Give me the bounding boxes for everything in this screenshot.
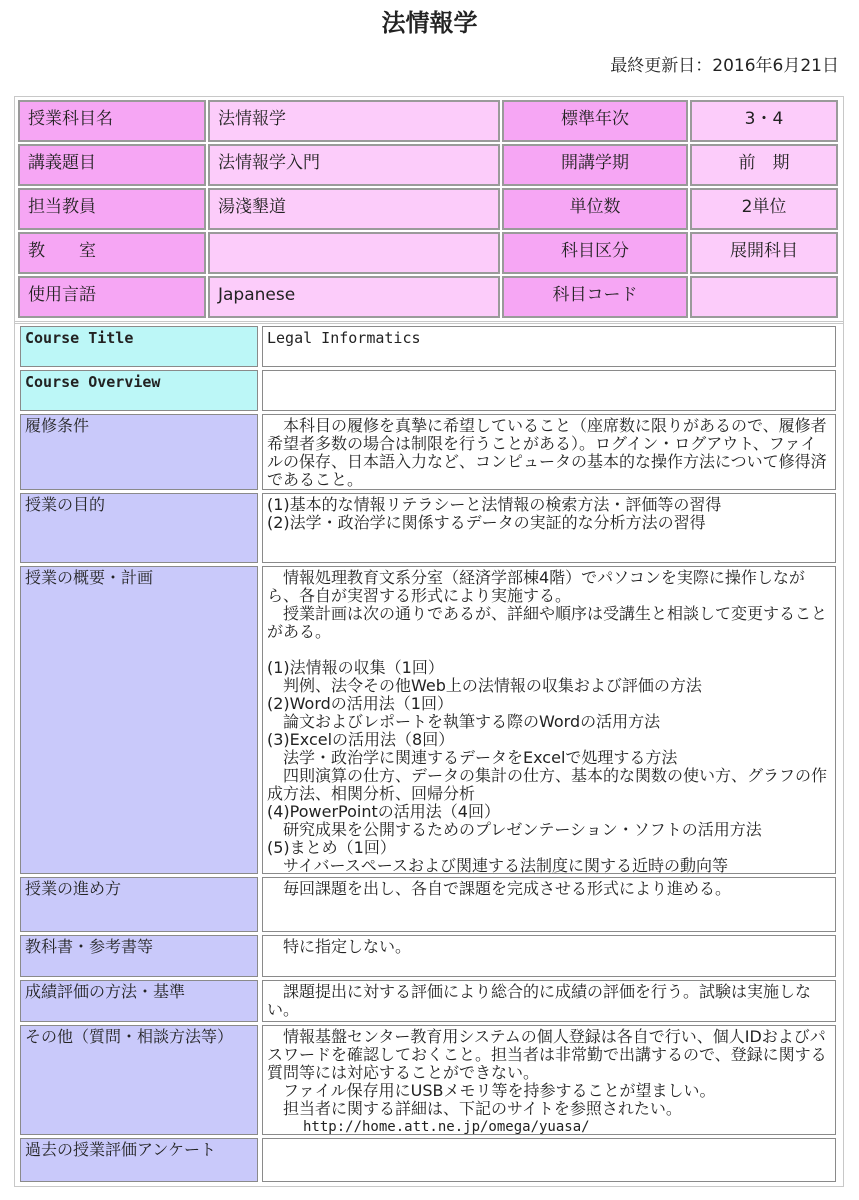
course-name-value: 法情報学 — [208, 100, 500, 142]
purpose-label: 授業の目的 — [20, 493, 258, 563]
other-value — [262, 1025, 836, 1135]
instructor-site-link[interactable]: http://home.att.ne.jp/omega/yuasa/ — [303, 1119, 590, 1135]
instructor-value: 湯淺墾道 — [208, 188, 500, 230]
course-title-value: Legal Informatics — [262, 326, 836, 367]
category-label: 科目区分 — [502, 232, 688, 274]
lecture-title-value: 法情報学入門 — [208, 144, 500, 186]
textbook-label: 教科書・参考書等 — [20, 935, 258, 977]
method-value: 毎回課題を出し、各自で課題を完成させる形式により進める。 — [262, 877, 836, 932]
method-label: 授業の進め方 — [20, 877, 258, 932]
grading-label: 成績評価の方法・基準 — [20, 980, 258, 1022]
semester-label: 開講学期 — [502, 144, 688, 186]
other-label: その他（質問・相談方法等） — [20, 1025, 258, 1135]
last-updated: 最終更新日：2016年6月21日 — [610, 56, 839, 76]
category-value: 展開科目 — [690, 232, 838, 274]
purpose-value: (1)基本的な情報リテラシーと法情報の検索方法・評価等の習得 (2)法学・政治学に関係するデータの実証的な分析方法の習得 — [262, 493, 836, 563]
course-code-label: 科目コード — [502, 276, 688, 318]
classroom-value — [208, 232, 500, 274]
survey-label: 過去の授業評価アンケート — [20, 1138, 258, 1182]
standard-year-label: 標準年次 — [502, 100, 688, 142]
standard-year-value: 3・4 — [690, 100, 838, 142]
course-name-label: 授業科目名 — [18, 100, 206, 142]
credits-label: 単位数 — [502, 188, 688, 230]
course-title-label: Course Title — [20, 326, 258, 367]
language-value: Japanese — [208, 276, 500, 318]
course-code-value — [690, 276, 838, 318]
credits-value: 2単位 — [690, 188, 838, 230]
classroom-label: 教 室 — [18, 232, 206, 274]
instructor-label: 担当教員 — [18, 188, 206, 230]
course-overview-label: Course Overview — [20, 370, 258, 411]
page-title: 法情報学 — [381, 9, 478, 37]
prerequisites-value: 本科目の履修を真摯に希望していること（座席数に限りがあるので、履修者希望者多数の場合は制限を行うことがある）。ログイン・ログアウト、ファイルの保存、日本語入力など、コンピュータの基本的な操作方法について修得済であること。 — [262, 414, 836, 490]
grading-value: 課題提出に対する評価により総合的に成績の評価を行う。試験は実施しない。 — [262, 980, 836, 1022]
outline-label: 授業の概要・計画 — [20, 566, 258, 874]
prerequisites-label: 履修条件 — [20, 414, 258, 490]
other-text: 情報基盤センター教育用システムの個人登録は各自で行い、個人IDおよびパスワードを確認しておくこと。担当者は非常勤で出講するので、登録に関する質問等には対応することができない。 ファイル保存用にUSBメモリ等を持参することが望ましい。 担当者に関する詳細は、下記のサイトを参照されたい。 — [267, 1027, 827, 1118]
lecture-title-label: 講義題目 — [18, 144, 206, 186]
language-label: 使用言語 — [18, 276, 206, 318]
textbook-value: 特に指定しない。 — [262, 935, 836, 977]
course-overview-value — [262, 370, 836, 411]
outline-value: 情報処理教育文系分室（経済学部棟4階）でパソコンを実際に操作しながら、各自が実習する形式により実施する。 授業計画は次の通りであるが、詳細や順序は受講生と相談して変更することがある。 (1)法情報の収集（1回） 判例、法令その他Web上の法情報の収集および評価の方法 (2)Wordの活用法（1回） 論文およびレポートを執筆する際のWordの活用方法 (3)Excelの活用法（8回） 法学・政治学に関連するデータをExcelで処理する方法 四則演算の仕方、データの集計の仕方、基本的な関数の使い方、グラフの作成方法、相関分析、回帰分析 (4)PowerPointの活用法（4回） 研究成果を公開するためのプレゼンテーション・ソフトの活用方法 (5)まとめ（1回） サイバースペースおよび関連する法制度に関する近時の動向等 — [262, 566, 836, 874]
semester-value: 前 期 — [690, 144, 838, 186]
survey-value — [262, 1138, 836, 1182]
